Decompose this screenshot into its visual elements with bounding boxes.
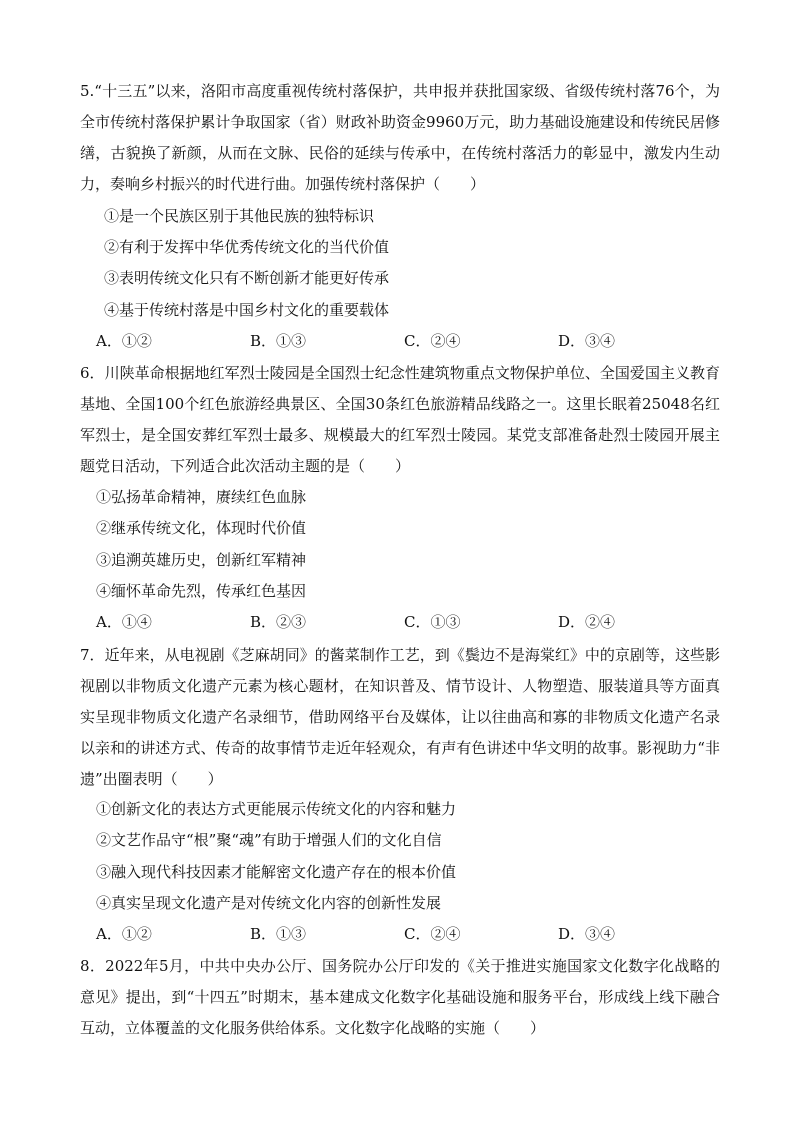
question-6-option-3: ③追溯英雄历史，创新红军精神 bbox=[96, 551, 307, 569]
choice-c: C．②④ bbox=[404, 332, 461, 350]
question-5-stem: 5.“十三五”以来，洛阳市高度重视传统村落保护，共申报并获批国家级、省级传统村落76个，为全市传统村落保护累计争取国家（省）财政补助资金9960万元，助力基础设施建设和传统民居修缮，古貌换了新颜，从而在文脉、民俗的延续与传承中，在传统村落活力的彰显中，激发内生动力，奏响乡村振兴的时代进行曲。加强传统村落保护（ ） bbox=[80, 82, 720, 193]
question-7-choices bbox=[96, 924, 716, 944]
question-6-stem: 6．川陕革命根据地红军烈士陵园是全国烈士纪念性建筑物重点文物保护单位、全国爱国主义教育基地、全国100个红色旅游经典景区、全国30条红色旅游精品线路之一。这里长眠着25048名红军烈士，是全国安葬红军烈士最多、规模最大的红军烈士陵园。某党支部准备赴烈士陵园开展主题党日活动，下列适合此次活动主题的是（ ） bbox=[80, 364, 720, 475]
choice-a: A．①④ bbox=[96, 613, 152, 631]
question-5-choices bbox=[96, 331, 716, 351]
question-5-option-2: ②有利于发挥中华优秀传统文化的当代价值 bbox=[104, 238, 390, 256]
choice-a: A．①② bbox=[96, 925, 152, 943]
choice-c: C．①③ bbox=[404, 613, 461, 631]
question-6-choices bbox=[96, 612, 716, 632]
question-7-option-1: ①创新文化的表达方式更能展示传统文化的内容和魅力 bbox=[96, 800, 457, 818]
question-5-option-1: ①是一个民族区别于其他民族的独特标识 bbox=[104, 207, 375, 225]
choice-d: D．②④ bbox=[558, 613, 616, 631]
choice-a: A．①② bbox=[96, 332, 152, 350]
choice-b: B．①③ bbox=[250, 332, 307, 350]
choice-b: B．①③ bbox=[250, 925, 307, 943]
question-7-option-4: ④真实呈现文化遗产是对传统文化内容的创新性发展 bbox=[96, 894, 442, 912]
question-6-option-4: ④缅怀革命先烈，传承红色基因 bbox=[96, 582, 307, 600]
question-7-stem: 7．近年来，从电视剧《芝麻胡同》的酱菜制作工艺，到《鬓边不是海棠红》中的京剧等，这些影视剧以非物质文化遗产元素为核心题材，在知识普及、情节设计、人物塑造、服装道具等方面真实呈现非物质文化遗产名录细节，借助网络平台及媒体，让以往曲高和寡的非物质文化遗产名录以亲和的讲述方式、传奇的故事情节走近年轻观众，有声有色讲述中华文明的故事。影视助力“非遗”出圈表明（ ） bbox=[80, 646, 720, 788]
question-6-option-1: ①弘扬革命精神，赓续红色血脉 bbox=[96, 488, 307, 506]
question-5-option-4: ④基于传统村落是中国乡村文化的重要载体 bbox=[104, 301, 390, 319]
choice-d: D．③④ bbox=[558, 925, 616, 943]
choice-d: D．③④ bbox=[558, 332, 616, 350]
choice-b: B．②③ bbox=[250, 613, 307, 631]
choice-c: C．②④ bbox=[404, 925, 461, 943]
question-5-option-3: ③表明传统文化只有不断创新才能更好传承 bbox=[104, 269, 390, 287]
question-8-stem: 8．2022年5月，中共中央办公厅、国务院办公厅印发的《关于推进实施国家文化数字化战略的意见》提出，到“十四五”时期末，基本建成文化数字化基础设施和服务平台，形成线上线下融合互动，立体覆盖的文化服务供给体系。文化数字化战略的实施（ ） bbox=[80, 957, 720, 1037]
question-7-option-3: ③融入现代科技因素才能解密文化遗产存在的根本价值 bbox=[96, 863, 457, 881]
question-7-option-2: ②文艺作品守“根”聚“魂”有助于增强人们的文化自信 bbox=[96, 831, 442, 849]
question-6-option-2: ②继承传统文化，体现时代价值 bbox=[96, 519, 307, 537]
